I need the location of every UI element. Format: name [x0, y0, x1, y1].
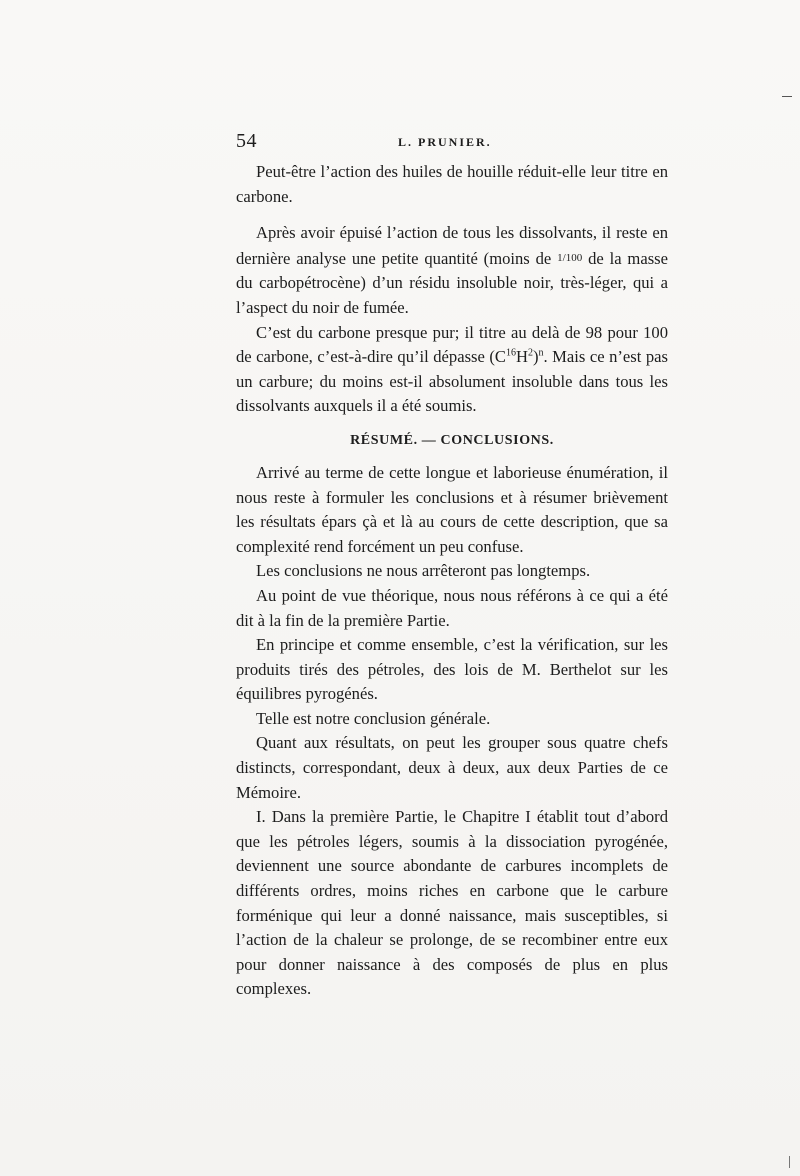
paragraph: Peut-être l’action des huiles de houille réduit-elle leur titre en carbone. [236, 162, 668, 206]
paragraph: Telle est notre conclusion générale. [256, 708, 491, 728]
running-head: L. PRUNIER. [398, 135, 492, 149]
section-title: RÉSUMÉ. — CONCLUSIONS. [350, 432, 554, 448]
text-run: C’est du carbone presque pur; il titre au delà de 98 pour 100 de carbone, c’est-à-dire qu’il dépasse (C [236, 322, 668, 367]
page-number: 54 [236, 130, 257, 152]
formula-superscript: 2 [527, 347, 533, 359]
paragraph: I. Dans la première Partie, le Chapitre I établit tout d’abord que les pétroles légers, soumis à la dissociation pyrogénée, deviennent une source abondante de carbures incomplets de différents ordres, moins riches en carbone que le carbure forménique qui leur a donné naissance, mais susceptibles, si l’action de la chaleur se prolonge, de se recombiner entre eux pour donner naissance à des composés de plus en plus complexes. [236, 807, 668, 999]
formula-superscript: n [538, 347, 544, 359]
paragraph [236, 221, 668, 320]
page-header [236, 130, 668, 156]
paragraph [236, 321, 668, 419]
margin-mark [789, 1156, 790, 1168]
margin-mark [782, 96, 792, 97]
text-run: Après avoir épuisé l’action de tous les dissolvants, il reste en dernière analyse une petite quantité (moins de [236, 223, 668, 268]
paragraph: En principe et comme ensemble, c’est la vérification, sur les produits tirés des pétroles, des lois de M. Berthelot sur les équilibres pyrogénés. [236, 635, 668, 704]
text-run: . Mais ce n’est pas un carbure; du moins est-il absolument insoluble dans tous les dissolvants auxquels il a été soumis. [236, 347, 668, 416]
paragraph: Au point de vue théorique, nous nous référons à ce qui a été dit à la fin de la première Partie. [236, 585, 668, 630]
paragraph: Arrivé au terme de cette longue et laborieuse énumération, il nous reste à formuler les conclusions et à résumer brièvement les résultats épars çà et là au cours de cette description, que sa complexité rend forcément un peu confuse. [236, 462, 668, 556]
body-text [236, 160, 668, 1002]
paragraph: Les conclusions ne nous arrêteront pas longtemps. [256, 561, 591, 581]
text-run: de la masse du carbopétrocène) d’un résidu insoluble noir, très-léger, qui a l’aspect du noir de fumée. [236, 248, 668, 317]
paragraph: Quant aux résultats, on peut les grouper sous quatre chefs distincts, correspondant, deux à deux, aux deux Parties de ce Mémoire. [236, 733, 668, 802]
formula-element: H [515, 347, 528, 367]
fraction: 1/100 [557, 251, 583, 264]
formula-paren: ) [532, 347, 539, 367]
formula-superscript: 16 [505, 347, 516, 359]
